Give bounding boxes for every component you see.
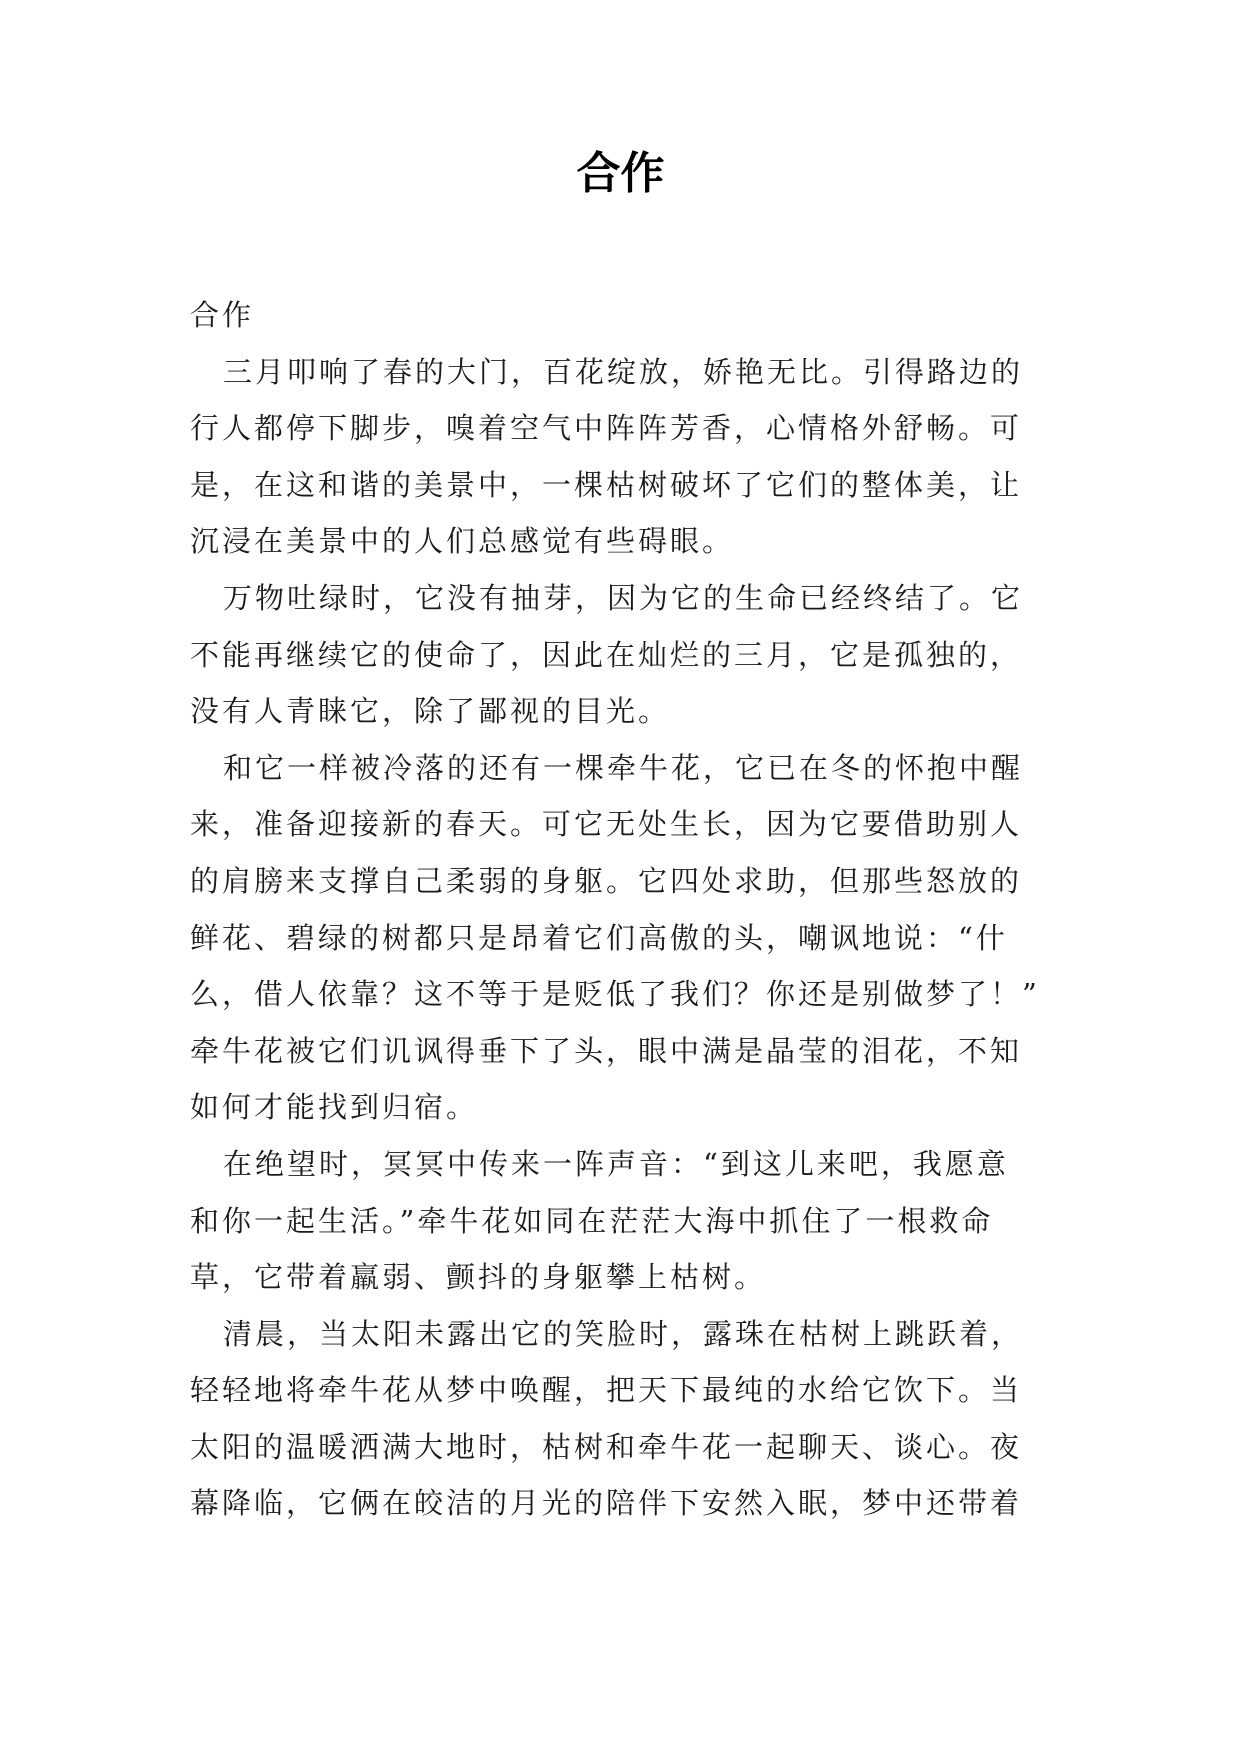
paragraph-line: 和它一样被冷落的还有一棵牵牛花，它已在冬的怀抱中醒	[223, 750, 1024, 785]
paragraph-line: 和你一起生活。”牵牛花如同在茫茫大海中抓住了一根救命	[190, 1203, 994, 1238]
paragraph-line: 么，借人依靠？这不等于是贬低了我们？你还是别做梦了！”	[190, 977, 1040, 1012]
paragraph-line: 来，准备迎接新的春天。可它无处生长，因为它要借助别人	[190, 807, 1023, 842]
paragraph-line: 是，在这和谐的美景中，一棵枯树破坏了它们的整体美，让	[190, 467, 1023, 502]
paragraph-3	[190, 740, 1050, 1136]
document-body	[190, 287, 1050, 1532]
paragraph-line: 沉浸在美景中的人们总感觉有些碍眼。	[190, 524, 735, 559]
paragraph-1	[190, 344, 1050, 570]
paragraph-line: 万物吐绿时，它没有抽芽，因为它的生命已经终结了。它	[223, 580, 1024, 615]
paragraph-line: 行人都停下脚步，嗅着空气中阵阵芳香，心情格外舒畅。可	[190, 411, 1023, 446]
document-title: 合作	[576, 148, 665, 199]
document-subtitle: 合作	[190, 298, 255, 332]
paragraph-line: 清晨，当太阳未露出它的笑脸时，露珠在枯树上跳跃着，	[223, 1316, 1024, 1351]
paragraph-line: 的肩膀来支撑自己柔弱的身躯。它四处求助，但那些怒放的	[190, 863, 1023, 898]
paragraph-4	[190, 1136, 1050, 1306]
paragraph-line: 轻轻地将牵牛花从梦中唤醒，把天下最纯的水给它饮下。当	[190, 1373, 1023, 1408]
paragraph-line: 如何才能找到归宿。	[190, 1090, 479, 1125]
paragraph-5	[190, 1306, 1050, 1532]
paragraph-line: 草，它带着羸弱、颤抖的身躯攀上枯树。	[190, 1260, 767, 1295]
paragraph-line: 太阳的温暖洒满大地时，枯树和牵牛花一起聊天、谈心。夜	[190, 1429, 1023, 1464]
paragraph-line: 不能再继续它的使命了，因此在灿烂的三月，它是孤独的，	[190, 637, 1023, 672]
paragraph-line: 没有人青睐它，除了鄙视的目光。	[190, 694, 671, 729]
paragraph-line: 牵牛花被它们讥讽得垂下了头，眼中满是晶莹的泪花，不知	[190, 1033, 1023, 1068]
paragraph-line: 幕降临，它俩在皎洁的月光的陪伴下安然入眠，梦中还带着	[190, 1486, 1023, 1521]
paragraph-line: 三月叩响了春的大门，百花绽放，娇艳无比。引得路边的	[223, 354, 1024, 389]
paragraph-2	[190, 570, 1050, 740]
paragraph-line: 鲜花、碧绿的树都只是昂着它们高傲的头，嘲讽地说：“什	[190, 920, 1008, 955]
paragraph-line: 在绝望时，冥冥中传来一阵声音：“到这儿来吧，我愿意	[223, 1146, 1009, 1181]
